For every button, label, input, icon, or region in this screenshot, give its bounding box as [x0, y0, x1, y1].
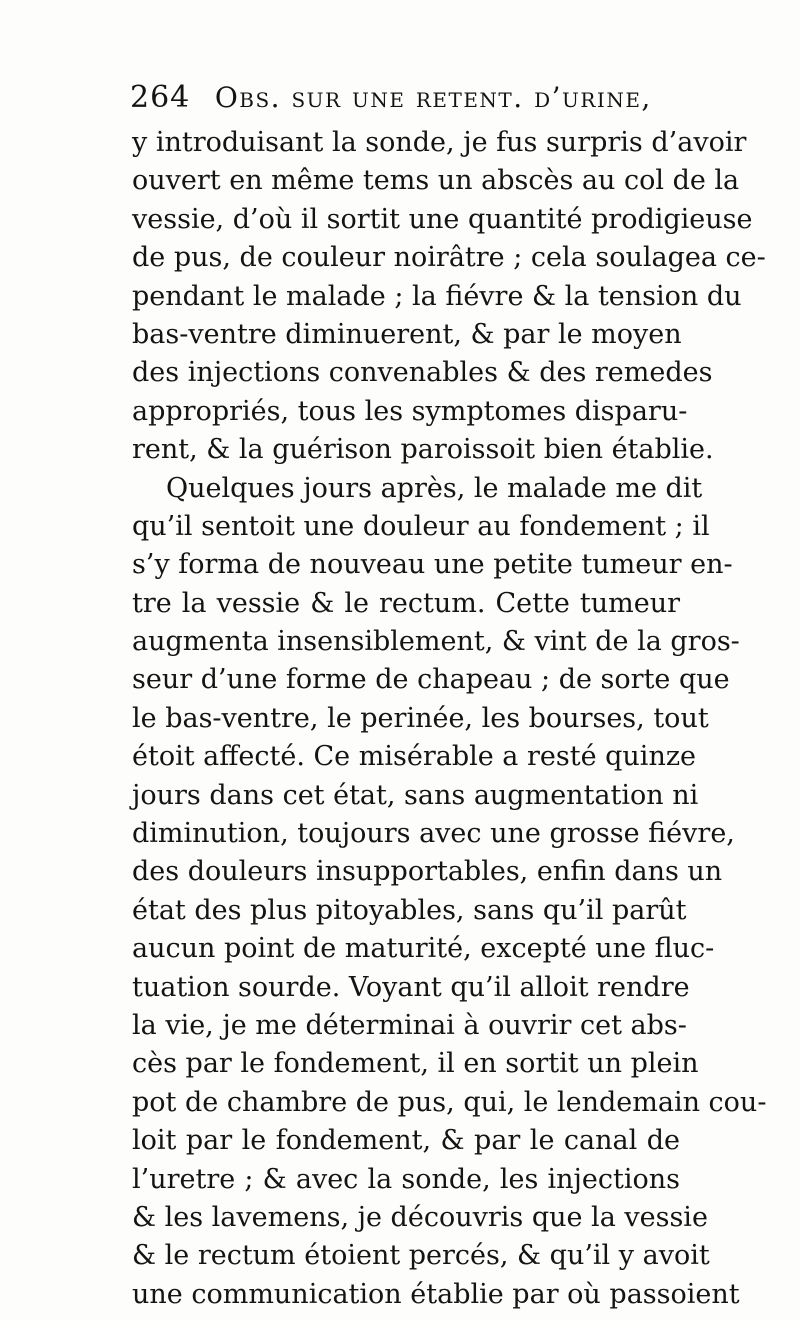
text-line: aucun point de maturité, excepté une fluc- — [132, 933, 715, 965]
text-line: qu’il sentoit une douleur au fondement ; il — [132, 510, 710, 542]
text-line: pendant le malade ; la fiévre & la tension du — [132, 280, 742, 312]
text-line: augmenta insensiblement, & vint de la gros- — [132, 626, 740, 658]
text-line: appropriés, tous les symptomes disparu- — [132, 395, 688, 427]
text-line: vessie, d’où il sortit une quantité prodigieuse — [132, 203, 753, 235]
text-line: diminution, toujours avec une grosse fiévre, — [132, 818, 735, 850]
text-line: la vie, je me déterminai à ouvrir cet abs- — [132, 1009, 687, 1041]
text-line: une communication établie par où passoient — [132, 1278, 740, 1310]
text-line: tuation sourde. Voyant qu’il alloit rendre — [132, 971, 690, 1003]
text-line: ouvert en même tems un abscès au col de la — [132, 165, 740, 197]
page-header — [130, 80, 682, 124]
text-line: état des plus pitoyables, sans qu’il parût — [132, 894, 687, 926]
text-line: seur d’une forme de chapeau ; de sorte que — [132, 664, 730, 696]
text-line: cès par le fondement, il en sortit un plein — [132, 1048, 699, 1080]
text-line: des douleurs insupportables, enfin dans un — [132, 856, 723, 888]
running-title: Obs. sur une retent. d’urine, — [214, 81, 652, 114]
text-line: y introduisant la sonde, je fus surpris d’avoir — [132, 127, 747, 158]
text-line: bas-ventre diminuerent, & par le moyen — [132, 318, 682, 350]
text-line: & le rectum étoient percés, & qu’il y avoit — [132, 1240, 710, 1272]
text-line: loit par le fondement, & par le canal de — [132, 1125, 680, 1157]
text-line: s’y forma de nouveau une petite tumeur en- — [132, 549, 733, 581]
text-line: pot de chambre de pus, qui, le lendemain cou- — [132, 1086, 767, 1118]
text-line: Quelques jours après, le malade me dit — [166, 472, 703, 504]
text-line: jours dans cet état, sans augmentation ni — [132, 779, 699, 811]
text-line: de pus, de couleur noirâtre ; cela soulagea ce- — [132, 242, 766, 274]
text-line: l’uretre ; & avec la sonde, les injections — [132, 1163, 680, 1195]
body-text — [132, 124, 767, 1314]
text-line: & les lavemens, je découvris que la vessie — [132, 1201, 708, 1233]
text-line: tre la vessie & le rectum. Cette tumeur — [132, 587, 680, 619]
text-line: rent, & la guérison paroissoit bien établie. — [132, 434, 714, 466]
text-line: le bas-ventre, le perinée, les bourses, tout — [132, 702, 709, 734]
text-line: étoit affecté. Ce misérable a resté quinze — [132, 741, 697, 773]
text-line: des injections convenables & des remedes — [132, 357, 713, 389]
page-number: 264 — [130, 80, 191, 115]
